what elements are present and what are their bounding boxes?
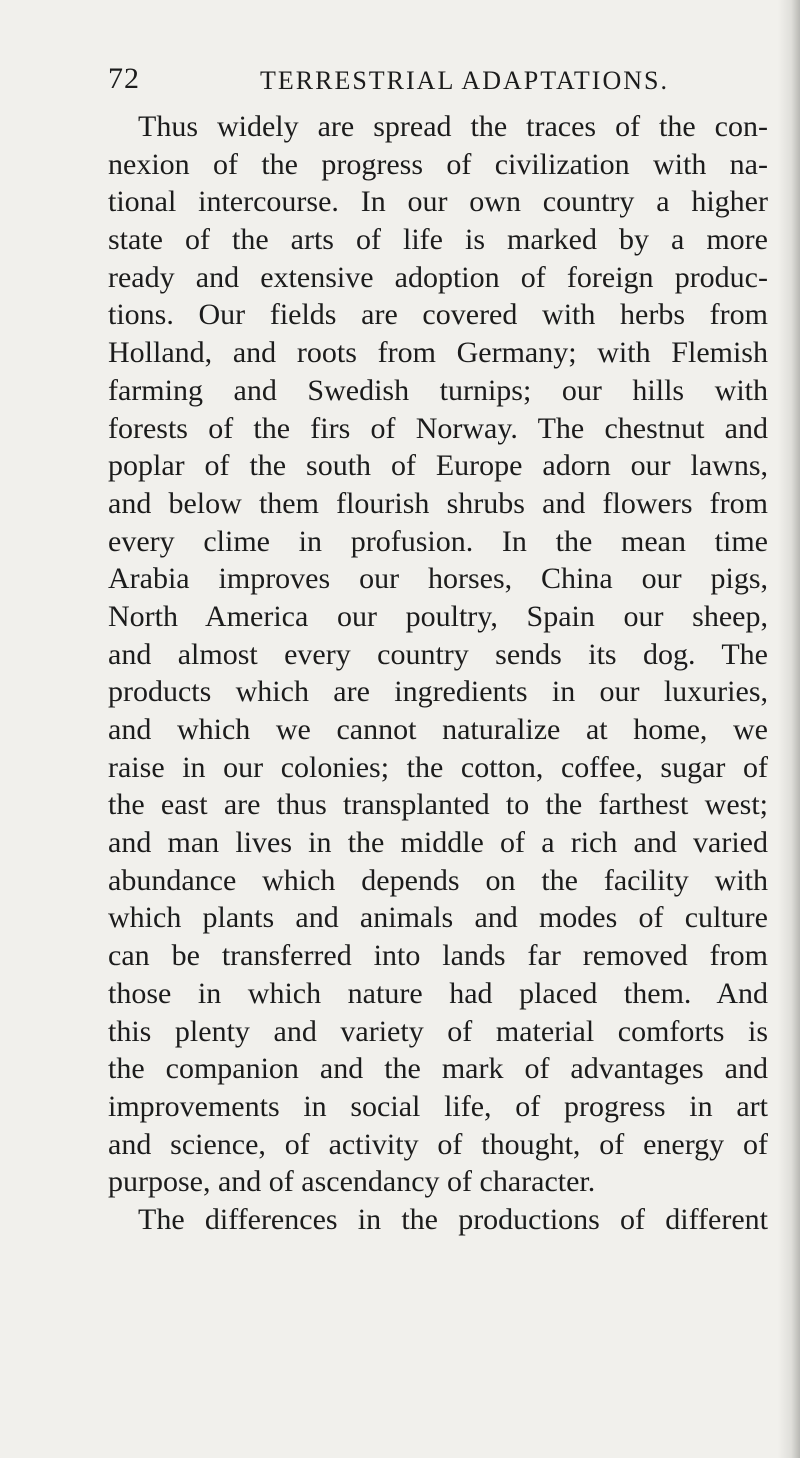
text-line: the companion and the mark of advantages and (108, 1052, 768, 1086)
text-line: tional intercourse. In our own country a higher (108, 185, 768, 219)
text-line: and science, of activity of thought, of energy of (108, 1127, 768, 1161)
text-line: nexion of the progress of civilization with na- (108, 147, 768, 181)
text-line: the east are thus transplanted to the farthest west; (108, 788, 768, 822)
text-line: those in which nature had placed them. And (108, 976, 768, 1010)
text-line: improvements in social life, of progress in art (108, 1089, 768, 1123)
text-line: farming and Swedish turnips; our hills with (108, 373, 768, 407)
text-line: and almost every country sends its dog. The (108, 637, 768, 671)
text-line: Arabia improves our horses, China our pigs, (108, 562, 768, 596)
text-line: products which are ingredients in our luxuries, (108, 675, 768, 709)
text-line: which plants and animals and modes of culture (108, 901, 768, 935)
page-number: 72 (108, 62, 140, 95)
text-line: every clime in profusion. In the mean time (108, 524, 768, 558)
text-line: this plenty and variety of material comforts is (108, 1014, 768, 1048)
text-line: and which we cannot naturalize at home, we (108, 713, 768, 746)
text-line: The differences in the productions of different (138, 1202, 768, 1236)
text-line: poplar of the south of Europe adorn our lawns, (108, 449, 768, 483)
text-line: North America our poultry, Spain our sheep, (108, 599, 768, 633)
text-line: tions. Our fields are covered with herbs from (108, 298, 768, 332)
page-header (108, 62, 748, 102)
text-line: abundance which depends on the facility with (108, 863, 768, 897)
text-line: purpose, and of ascendancy of character. (108, 1165, 596, 1199)
text-line: Thus widely are spread the traces of the con- (138, 110, 768, 143)
text-line: and man lives in the middle of a rich and varied (108, 826, 768, 860)
text-line: state of the arts of life is marked by a more (108, 223, 768, 257)
text-line: and below them flourish shrubs and flowers from (108, 486, 768, 520)
text-line: raise in our colonies; the cotton, coffee, sugar of (108, 750, 768, 784)
text-line: can be transferred into lands far removed from (108, 939, 768, 973)
text-line: Holland, and roots from Germany; with Flemish (108, 336, 768, 370)
running-title: TERRESTRIAL ADAPTATIONS. (260, 66, 669, 95)
body-text (108, 108, 768, 1239)
text-line: forests of the firs of Norway. The chestnut and (108, 411, 768, 445)
text-line: ready and extensive adoption of foreign produc- (108, 260, 768, 294)
page-edge-shadow (778, 0, 800, 1458)
